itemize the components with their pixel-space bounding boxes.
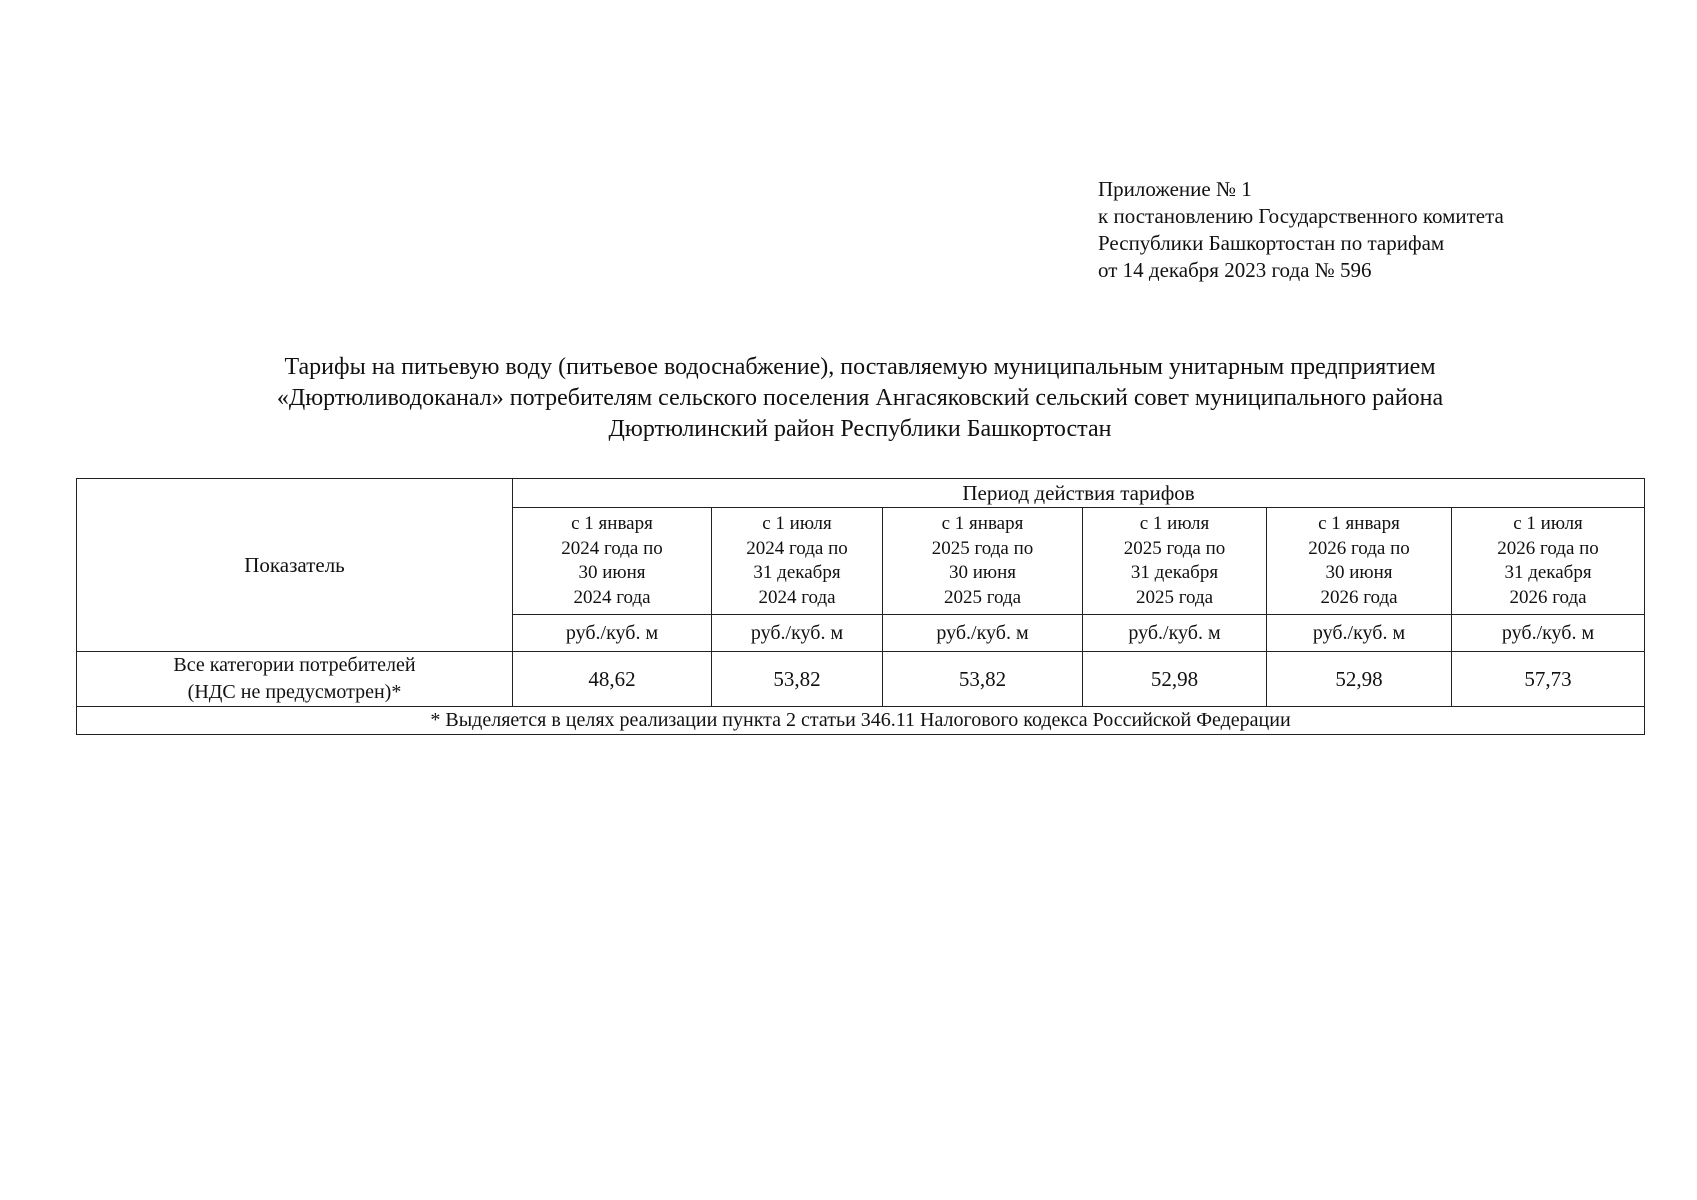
period-line: с 1 июля <box>1139 513 1210 534</box>
document-title <box>150 352 1570 445</box>
tariff-value: 52,98 <box>1267 652 1452 707</box>
period-line: 2025 года <box>1135 586 1214 608</box>
period-cell <box>712 508 883 615</box>
header-row <box>77 479 1645 508</box>
unit-cell: руб./куб. м <box>513 615 712 652</box>
period-cell <box>1267 508 1452 615</box>
period-line: 2024 года по <box>746 537 848 559</box>
unit-cell: руб./куб. м <box>1452 615 1645 652</box>
period-line: 2025 года по <box>1123 537 1226 559</box>
period-line: с 1 января <box>571 513 653 534</box>
period-line: с 1 июля <box>1513 513 1583 534</box>
appendix-line: Республики Башкортостан по тарифам <box>1098 231 1445 255</box>
unit-cell: руб./куб. м <box>1267 615 1452 652</box>
period-line: 2025 года <box>943 586 1022 608</box>
category-line: Все категории потребителей <box>173 654 416 676</box>
appendix-block <box>1098 176 1504 284</box>
tariff-value: 57,73 <box>1452 652 1645 707</box>
period-line: 31 декабря <box>1130 562 1219 583</box>
period-cell <box>1452 508 1645 615</box>
appendix-line: Приложение № 1 <box>1098 177 1252 201</box>
category-line: (НДС не предусмотрен)* <box>187 681 402 703</box>
period-line: с 1 января <box>941 513 1024 534</box>
unit-cell: руб./куб. м <box>883 615 1083 652</box>
category-cell <box>77 652 513 707</box>
tariff-value: 53,82 <box>712 652 883 707</box>
title-line: Дюртюлинский район Республики Башкортостан <box>608 416 1112 442</box>
table-row <box>77 652 1645 707</box>
period-line: 2026 года по <box>1497 537 1599 559</box>
title-line: Тарифы на питьевую воду (питьевое водоснабжение), поставляемую муниципальным унитарным предприятием <box>284 354 1436 380</box>
footnote: * Выделяется в целях реализации пункта 2 статьи 346.11 Налогового кодекса Российской Федерации <box>77 707 1645 735</box>
tariff-table <box>76 478 1645 735</box>
period-line: 2025 года по <box>931 537 1034 559</box>
period-line: 2024 года <box>573 586 651 608</box>
period-line: 2026 года <box>1320 586 1398 608</box>
appendix-line: к постановлению Государственного комитета <box>1098 204 1504 228</box>
appendix-line: от 14 декабря 2023 года № 596 <box>1098 258 1372 282</box>
period-line: 31 декабря <box>1504 562 1592 583</box>
period-line: 2024 года <box>758 586 836 608</box>
unit-cell: руб./куб. м <box>1083 615 1267 652</box>
period-cell <box>513 508 712 615</box>
period-line: 30 июня <box>1325 562 1393 583</box>
title-line: «Дюртюливодоканал» потребителям сельского поселения Ангасяковский сельский совет муниципального района <box>276 385 1444 411</box>
indicator-header: Показатель <box>77 479 513 652</box>
unit-cell: руб./куб. м <box>712 615 883 652</box>
period-line: 30 июня <box>578 562 646 583</box>
period-line: 2026 года <box>1509 586 1587 608</box>
period-line: 2024 года по <box>561 537 663 559</box>
period-cell <box>883 508 1083 615</box>
period-line: с 1 июля <box>762 513 832 534</box>
period-line: 30 июня <box>948 562 1017 583</box>
tariff-value: 48,62 <box>513 652 712 707</box>
period-line: 31 декабря <box>753 562 841 583</box>
period-line: 2026 года по <box>1308 537 1410 559</box>
footnote-row <box>77 707 1645 735</box>
period-cell <box>1083 508 1267 615</box>
tariff-value: 53,82 <box>883 652 1083 707</box>
period-line: с 1 января <box>1318 513 1400 534</box>
period-header: Период действия тарифов <box>513 479 1645 508</box>
tariff-value: 52,98 <box>1083 652 1267 707</box>
